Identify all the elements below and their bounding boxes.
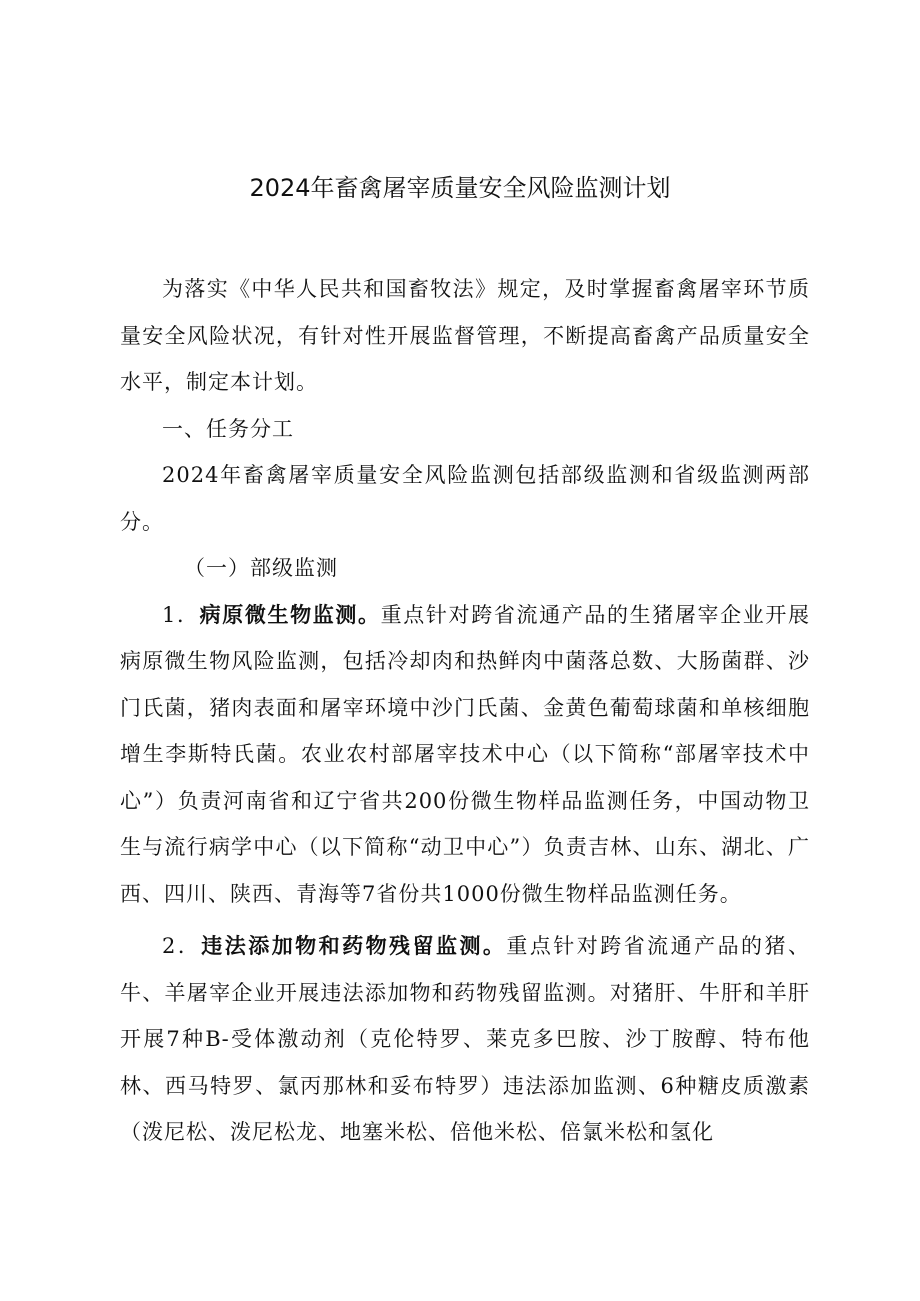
section-paragraph-task-division: 2024年畜禽屠宰质量安全风险监测包括部级监测和省级监测两部分。 bbox=[120, 463, 810, 534]
item-lead-pathogen: 病原微生物监测。 bbox=[199, 601, 381, 627]
item-text-pathogen: 重点针对跨省流通产品的生猪屠宰企业开展病原微生物风险监测，包括冷却肉和热鲜肉中菌落总数、大肠菌群、沙门氏菌，猪肉表面和屠宰环境中沙门氏菌、金黄色葡萄球菌和单核细胞增生李斯特氏菌。农业农村部屠宰技术中心（以下简称“部屠宰技术中心”）负责河南省和辽宁省共200份微生物样品监测任务，中国动物卫生与流行病学中心（以下简称“动卫中心”）负责吉林、山东、湖北、广西、四川、陕西、青海等7省份共1000份微生物样品监测任务。 bbox=[120, 602, 811, 906]
item-number: 2． bbox=[162, 934, 202, 958]
item-paragraph-pathogen bbox=[120, 592, 810, 918]
item-paragraph-residue bbox=[120, 923, 810, 1156]
document-title: 2024年畜禽屠宰质量安全风险监测计划 bbox=[249, 174, 671, 202]
item-lead-residue: 违法添加物和药物残留监测。 bbox=[201, 933, 507, 958]
document-body bbox=[120, 266, 810, 1156]
subsection-heading-ministry-monitoring: （一）部级监测 bbox=[184, 556, 338, 580]
intro-paragraph: 为落实《中华人民共和国畜牧法》规定，及时掌握畜禽屠宰环节质量安全风险状况，有针对性开展监督管理，不断提高畜禽产品质量安全水平，制定本计划。 bbox=[120, 277, 810, 394]
item-number: 1． bbox=[162, 602, 200, 627]
section-heading-task-division: 一、任务分工 bbox=[162, 416, 294, 441]
item-text-residue: 重点针对跨省流通产品的猪、牛、羊屠宰企业开展违法添加物和药物残留监测。对猪肝、牛肝和羊肝开展7种Β-受体激动剂（克伦特罗、莱克多巴胺、沙丁胺醇、特布他林、西马特罗、氯丙那林和妥布特罗）违法添加监测、6种糖皮质激素（泼尼松、泼尼松龙、地塞米松、倍他米松、倍氯米松和氢化 bbox=[120, 934, 810, 1144]
